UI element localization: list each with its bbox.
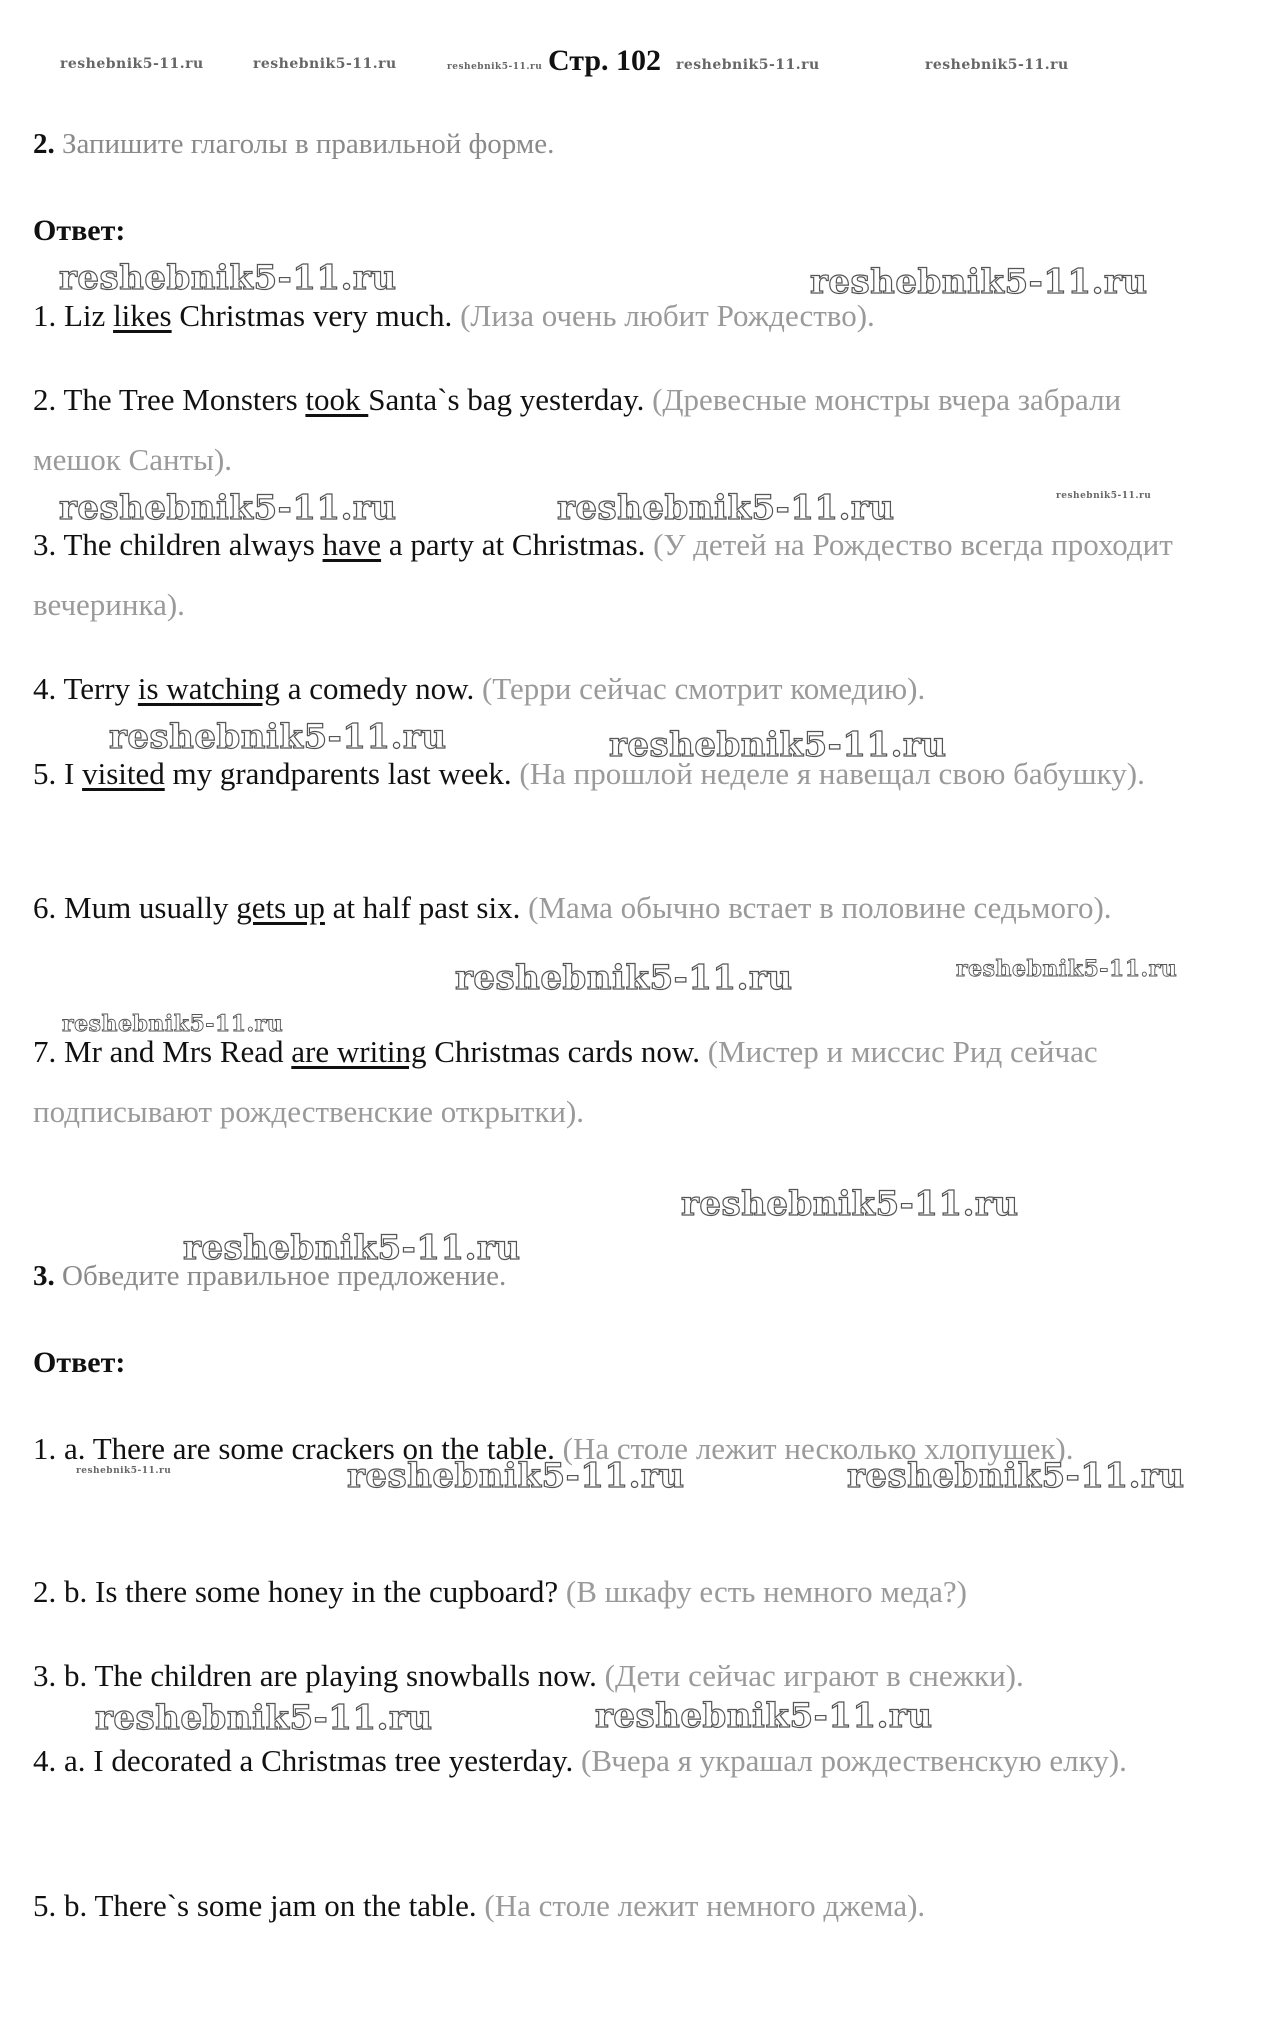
watermark: reshebnik5-11.ru bbox=[810, 262, 1148, 302]
watermark: reshebnik5-11.ru bbox=[847, 1456, 1185, 1496]
watermark: reshebnik5-11.ru bbox=[59, 258, 397, 298]
watermark: reshebnik5-11.ru bbox=[253, 56, 397, 72]
answer-item-1: 1. Liz likes Christmas very much. (Лиза очень любит Рождество). bbox=[33, 298, 875, 333]
task-3-heading bbox=[33, 1260, 506, 1293]
watermark: reshebnik5-11.ru bbox=[1056, 491, 1152, 501]
task-number: 2. bbox=[33, 128, 55, 160]
verb: took bbox=[305, 382, 369, 417]
answer-item-4: 4. a. I decorated a Christmas tree yesterday. (Вчера я украшал рождественскую елку). bbox=[33, 1743, 1127, 1778]
watermark: reshebnik5-11.ru bbox=[681, 1184, 1019, 1224]
task-instruction: Запишите глаголы в правильной форме. bbox=[62, 128, 555, 160]
watermark: reshebnik5-11.ru bbox=[76, 1466, 172, 1476]
task-instruction: Обведите правильное предложение. bbox=[62, 1260, 507, 1292]
answer-label: Ответ: bbox=[33, 1346, 126, 1379]
watermark: reshebnik5-11.ru bbox=[95, 1698, 433, 1738]
answer-item-2: 2. b. Is there some honey in the cupboard? (В шкафу есть немного меда?) bbox=[33, 1574, 967, 1609]
answer-item-1: 1. a. There are some crackers on the table. (На столе лежит несколько хлопушек). bbox=[33, 1431, 1074, 1466]
verb: are writing bbox=[291, 1034, 427, 1069]
watermark: reshebnik5-11.ru bbox=[956, 956, 1178, 982]
answer-item-2: 2. The Tree Monsters took Santa`s bag yesterday. (Древесные монстры вчера забрали мешок Санты). bbox=[33, 382, 1122, 477]
answer-label: Ответ: bbox=[33, 214, 126, 247]
watermark: reshebnik5-11.ru bbox=[59, 488, 397, 528]
verb: likes bbox=[113, 298, 172, 333]
watermark: reshebnik5-11.ru bbox=[183, 1228, 521, 1268]
answer-item-7: 7. Mr and Mrs Read are writing Christmas cards now. (Мистер и миссис Рид сейчас подписывают рождественские открытки). bbox=[33, 1034, 1098, 1129]
watermark: reshebnik5-11.ru bbox=[609, 725, 947, 765]
answer-item-6: 6. Mum usually gets up at half past six. (Мама обычно встает в половине седьмого). bbox=[33, 890, 1112, 925]
task-number: 3. bbox=[33, 1260, 55, 1292]
verb: is watching bbox=[137, 671, 280, 706]
watermark: reshebnik5-11.ru bbox=[676, 57, 820, 73]
verb: have bbox=[322, 527, 382, 562]
watermark: reshebnik5-11.ru bbox=[62, 1011, 284, 1037]
watermark: reshebnik5-11.ru bbox=[109, 717, 447, 757]
watermark: reshebnik5-11.ru bbox=[557, 488, 895, 528]
watermark: reshebnik5-11.ru bbox=[925, 57, 1069, 73]
answer-item-3: 3. b. The children are playing snowballs now. (Дети сейчас играют в снежки). bbox=[33, 1658, 1024, 1693]
watermark: reshebnik5-11.ru bbox=[447, 62, 543, 72]
page-title: Стр. 102 bbox=[548, 44, 662, 77]
task-2-heading bbox=[33, 128, 554, 161]
watermark: reshebnik5-11.ru bbox=[455, 958, 793, 998]
watermark: reshebnik5-11.ru bbox=[347, 1456, 685, 1496]
watermark: reshebnik5-11.ru bbox=[60, 56, 204, 72]
answer-item-3: 3. The children always have a party at Christmas. (У детей на Рождество всегда проходит вечеринка). bbox=[33, 527, 1173, 622]
answer-item-5: 5. b. There`s some jam on the table. (На столе лежит немного джема). bbox=[33, 1888, 926, 1923]
answer-item-4: 4. Terry is watching a comedy now. (Терри сейчас смотрит комедию). bbox=[33, 671, 926, 706]
verb: gets up bbox=[236, 890, 325, 925]
verb: visited bbox=[82, 756, 165, 791]
watermark: reshebnik5-11.ru bbox=[595, 1696, 933, 1736]
answer-item-5: 5. I visited my grandparents last week. (На прошлой неделе я навещал свою бабушку). bbox=[33, 756, 1145, 791]
